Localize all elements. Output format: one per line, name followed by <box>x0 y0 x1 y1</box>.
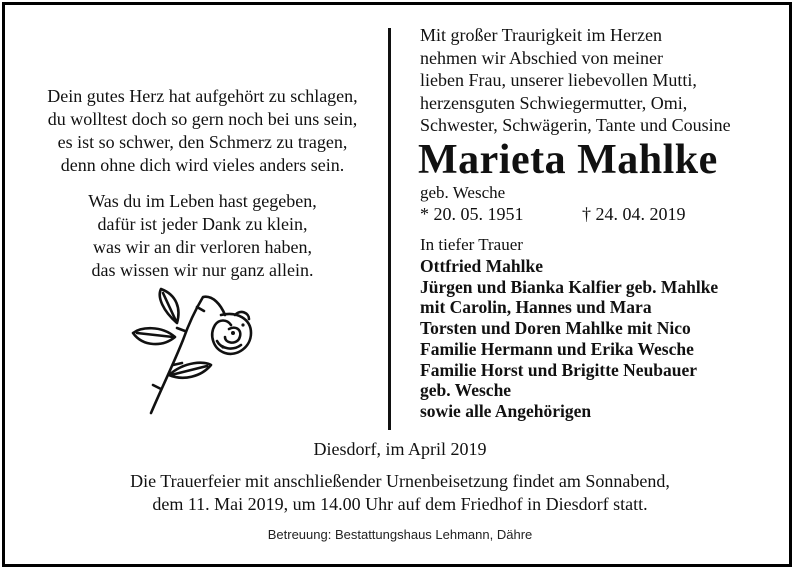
mourner-line: Torsten und Doren Mahlke mit Nico <box>420 318 691 339</box>
poem-line: Was du im Leben hast gegeben, <box>88 191 317 211</box>
funeral-line: dem 11. Mai 2019, um 14.00 Uhr auf dem Friedhof in Diesdorf statt. <box>152 494 648 514</box>
mourner-line: Jürgen und Bianka Kalfier geb. Mahlke <box>420 276 719 297</box>
life-dates <box>420 203 686 225</box>
funeral-home-credit: Betreuung: Bestattungshaus Lehmann, Dähre <box>267 527 533 542</box>
intro-line: lieben Frau, unserer liebevollen Mutti, <box>420 70 697 90</box>
poem-line: Dein gutes Herz hat aufgehört zu schlagen, <box>47 86 358 106</box>
rose-drawing <box>125 285 265 420</box>
intro-line: Mit großer Traurigkeit im Herzen <box>420 25 662 45</box>
death-date: † 24. 04. 2019 <box>582 204 686 224</box>
vertical-divider <box>388 28 391 430</box>
funeral-line: Die Trauerfeier mit anschließender Urnenbeisetzung findet am Sonnabend, <box>130 471 670 491</box>
mourning-heading: In tiefer Trauer <box>420 235 523 254</box>
intro-line: Schwester, Schwägerin, Tante und Cousine <box>420 115 731 135</box>
mourner-line: geb. Wesche <box>420 380 512 401</box>
poem-line: denn ohne dich wird vieles anders sein. <box>60 155 345 175</box>
poem-line: dafür ist jeder Dank zu klein, <box>97 214 308 234</box>
poem-line: du wolltest doch so gern noch bei uns sein, <box>47 109 358 129</box>
intro-text <box>420 24 780 137</box>
poem-line: was wir an dir verloren haben, <box>93 237 312 257</box>
mourner-line: Familie Horst und Brigitte Neubauer <box>420 359 698 380</box>
mourners-list <box>420 256 718 422</box>
deceased-name: Marieta Mahlke <box>418 137 718 183</box>
birth-date: * 20. 05. 1951 <box>420 204 524 224</box>
poem-line: das wissen wir nur ganz allein. <box>91 260 314 280</box>
mourner-line: sowie alle Angehörigen <box>420 400 592 421</box>
intro-line: nehmen wir Abschied von meiner <box>420 47 663 68</box>
poem-line: es ist so schwer, den Schmerz zu tragen, <box>57 132 348 152</box>
mourner-line: Familie Hermann und Erika Wesche <box>420 338 694 359</box>
mourner-line: Ottfried Mahlke <box>420 256 543 276</box>
mourner-line: mit Carolin, Hannes und Mara <box>420 297 652 318</box>
birth-name: geb. Wesche <box>420 183 506 202</box>
place-date: Diesdorf, im April 2019 <box>313 439 487 459</box>
funeral-notice <box>0 470 800 516</box>
intro-line: herzensguten Schwiegermutter, Omi, <box>420 92 688 113</box>
poem <box>30 85 375 282</box>
